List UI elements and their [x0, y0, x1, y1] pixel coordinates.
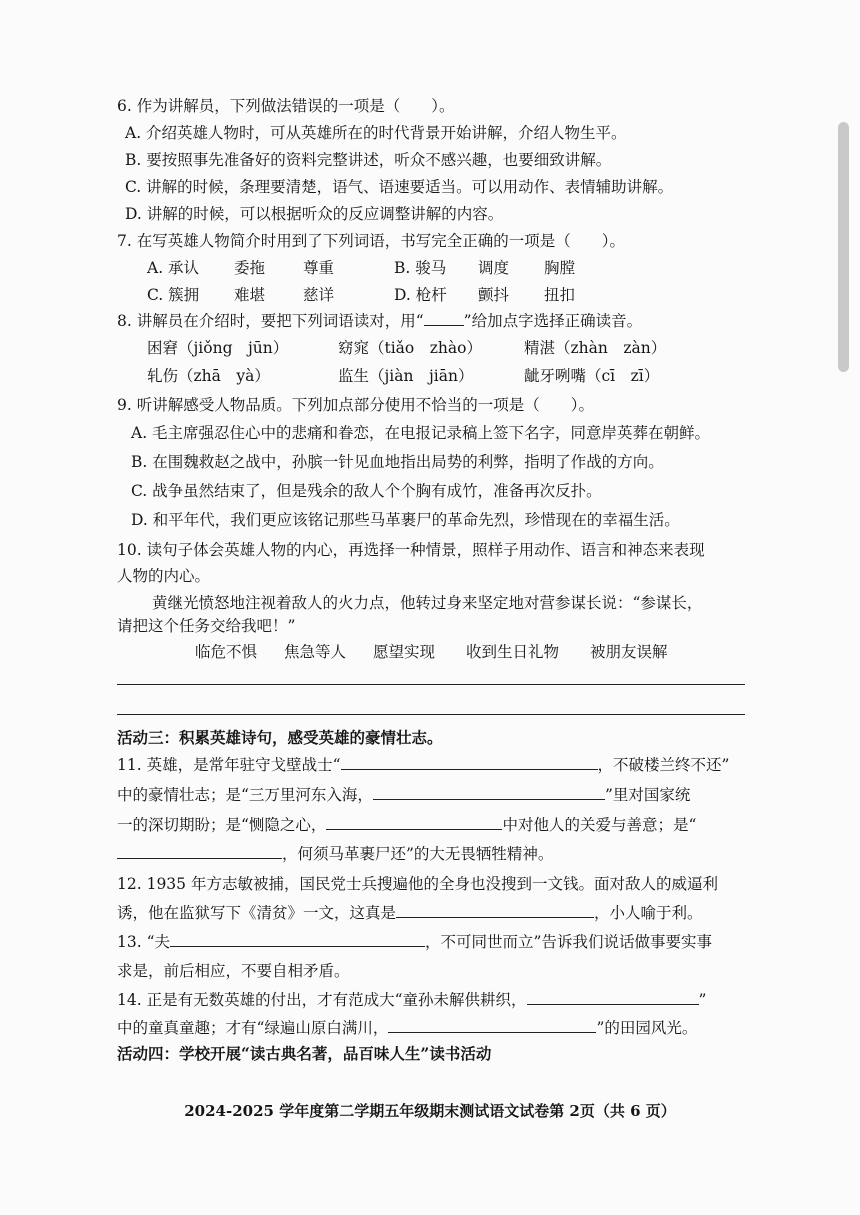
q8-stem	[117, 309, 642, 333]
q7-b-label: B. 骏马	[394, 259, 447, 277]
q10-answer-line-1[interactable]	[117, 684, 745, 685]
q11-line2-end: ”里对国家统	[604, 786, 691, 804]
q8-underline-mark	[424, 311, 464, 326]
q8-word-5: 监生（jiàn jiān）	[338, 367, 474, 385]
q14-line1-end: ”	[698, 991, 707, 1009]
q6-option-a: A. 介绍英雄人物时，可从英雄所在的时代背景开始讲解，介绍人物生平。	[125, 124, 627, 142]
q11-line3	[117, 813, 696, 837]
q7-b-word2: 调度	[478, 259, 510, 277]
q11-line4	[117, 842, 553, 866]
q11-blank-3[interactable]	[326, 815, 502, 830]
q10-example-line1: 黄继光愤怒地注视着敌人的火力点，他转过身来坚定地对营参谋长说：“参谋长，	[152, 594, 703, 612]
q13-line1-end: ，不可同世而立”告诉我们说话做事要实事	[425, 933, 712, 951]
q7-d-word2: 颤抖	[478, 286, 510, 304]
q9-option-d: D. 和平年代，我们更应该铭记那些马革裹尸的革命先烈，珍惜现在的幸福生活。	[131, 511, 680, 529]
q6-option-c: C. 讲解的时候，条理要清楚，语气、语速要适当。可以用动作、表情辅助讲解。	[125, 178, 674, 196]
q14-blank-2[interactable]	[388, 1018, 596, 1033]
q8-word-4: 轧伤（zhā yà）	[147, 367, 270, 385]
q11-line3-end: 中对他人的关爱与善意；是“	[502, 816, 697, 834]
q7-stem: 7. 在写英雄人物简介时用到了下列词语，书写完全正确的一项是（ ）。	[117, 232, 625, 250]
q6-stem: 6. 作为讲解员，下列做法错误的一项是（ ）。	[117, 97, 455, 115]
q12-line2-end: ，小人喻于利。	[594, 904, 703, 922]
q7-a-word3: 尊重	[303, 259, 335, 277]
q8-word-2: 窈窕（tiǎo zhào）	[338, 339, 482, 357]
q9-stem: 9. 听讲解感受人物品质。下列加点部分使用不恰当的一项是（ ）。	[117, 396, 594, 414]
q11-blank-1[interactable]	[341, 755, 598, 770]
q11-line4-end: ，何须马革裹尸还”的大无畏牺牲精神。	[282, 845, 554, 863]
q10-scenario-3: 愿望实现	[373, 643, 436, 661]
q11-line3-start: 一的深切期盼；是“恻隐之心，	[117, 816, 327, 834]
activity4-heading: 活动四：学校开展“读古典名著，品百味人生”读书活动	[117, 1044, 492, 1063]
q12-line2-start: 诱，他在监狱写下《清贫》一文，这真是	[117, 904, 397, 922]
q6-option-b: B. 要按照事先准备好的资料完整讲述，听众不感兴趣，也要细致讲解。	[125, 151, 612, 169]
q10-stem-line1: 10. 读句子体会英雄人物的内心，再选择一种情景，照样子用动作、语言和神态来表现	[117, 541, 705, 559]
q8-stem-end: ”给加点字选择正确读音。	[463, 312, 643, 330]
q9-option-a: A. 毛主席强忍住心中的悲痛和眷恋，在电报记录稿上签下名字，同意岸英葬在朝鲜。	[131, 424, 711, 442]
q8-word-1: 困窘（jiǒng jūn）	[147, 339, 289, 357]
q10-example-line2: 请把这个任务交给我吧！”	[117, 617, 296, 635]
q6-option-d: D. 讲解的时候，可以根据听众的反应调整讲解的内容。	[125, 205, 504, 223]
q7-c-label: C. 簇拥	[147, 286, 200, 304]
q12-line2	[117, 901, 703, 925]
q11-blank-2[interactable]	[373, 785, 605, 800]
q13-line1-start: 13. “夫	[117, 933, 171, 951]
q14-blank-1[interactable]	[527, 990, 699, 1005]
q7-a-label: A. 承认	[147, 259, 200, 277]
activity3-heading: 活动三：积累英雄诗句，感受英雄的豪情壮志。	[117, 728, 443, 747]
q7-d-word3: 扭扣	[544, 286, 576, 304]
q7-d-label: D. 枪杆	[394, 286, 447, 304]
q12-line1: 12. 1935 年方志敏被捕，国民党士兵搜遍他的全身也没搜到一文钱。面对敌人的威逼利	[117, 875, 718, 893]
q10-stem-line2: 人物的内心。	[117, 567, 211, 585]
q13-line2: 求是，前后相应，不要自相矛盾。	[117, 962, 350, 980]
q12-blank[interactable]	[396, 903, 594, 918]
q14-line2-start: 中的童真童趣；才有“绿遍山原白满川，	[117, 1019, 389, 1037]
q7-a-word2: 委拖	[234, 259, 266, 277]
scrollbar-thumb[interactable]	[838, 122, 849, 372]
q7-c-word2: 难堪	[234, 286, 266, 304]
q8-word-3: 精湛（zhàn zàn）	[524, 339, 667, 357]
q14-line2	[117, 1016, 697, 1040]
q8-word-6: 龇牙咧嘴（cī zī）	[524, 367, 660, 385]
q11-line1-start: 11. 英雄，是常年驻守戈壁战士“	[117, 756, 341, 774]
q9-option-b: B. 在围魏救赵之战中，孙膑一针见血地指出局势的利弊，指明了作战的方向。	[131, 453, 664, 471]
q13-line1	[117, 930, 712, 954]
q11-blank-4[interactable]	[117, 844, 282, 859]
page-footer: 2024-2025 学年度第二学期五年级期末测试语文试卷第 2页（共 6 页）	[184, 1102, 676, 1120]
q9-option-c: C. 战争虽然结束了，但是残余的敌人个个胸有成竹，准备再次反扑。	[131, 482, 602, 500]
q10-scenario-5: 被朋友误解	[590, 643, 668, 661]
q14-line2-end: ”的田园风光。	[596, 1019, 698, 1037]
q7-c-word3: 慈详	[303, 286, 335, 304]
q11-line2-start: 中的豪情壮志；是“三万里河东入海，	[117, 786, 373, 804]
q14-line1-start: 14. 正是有无数英雄的付出，才有范成大“童孙未解供耕织，	[117, 991, 527, 1009]
q11-line1-end: ，不破楼兰终不还”	[597, 756, 730, 774]
q7-b-word3: 胸膛	[544, 259, 576, 277]
q11-line1	[117, 753, 729, 777]
q14-line1	[117, 988, 706, 1012]
q13-blank[interactable]	[170, 932, 425, 947]
q10-scenario-2: 焦急等人	[284, 643, 347, 661]
q10-scenario-4: 收到生日礼物	[466, 643, 560, 661]
q11-line2	[117, 783, 690, 807]
q8-stem-start: 8. 讲解员在介绍时，要把下列词语读对，用“	[117, 312, 424, 330]
q10-scenario-1: 临危不惧	[195, 643, 258, 661]
q10-answer-line-2[interactable]	[117, 714, 745, 715]
